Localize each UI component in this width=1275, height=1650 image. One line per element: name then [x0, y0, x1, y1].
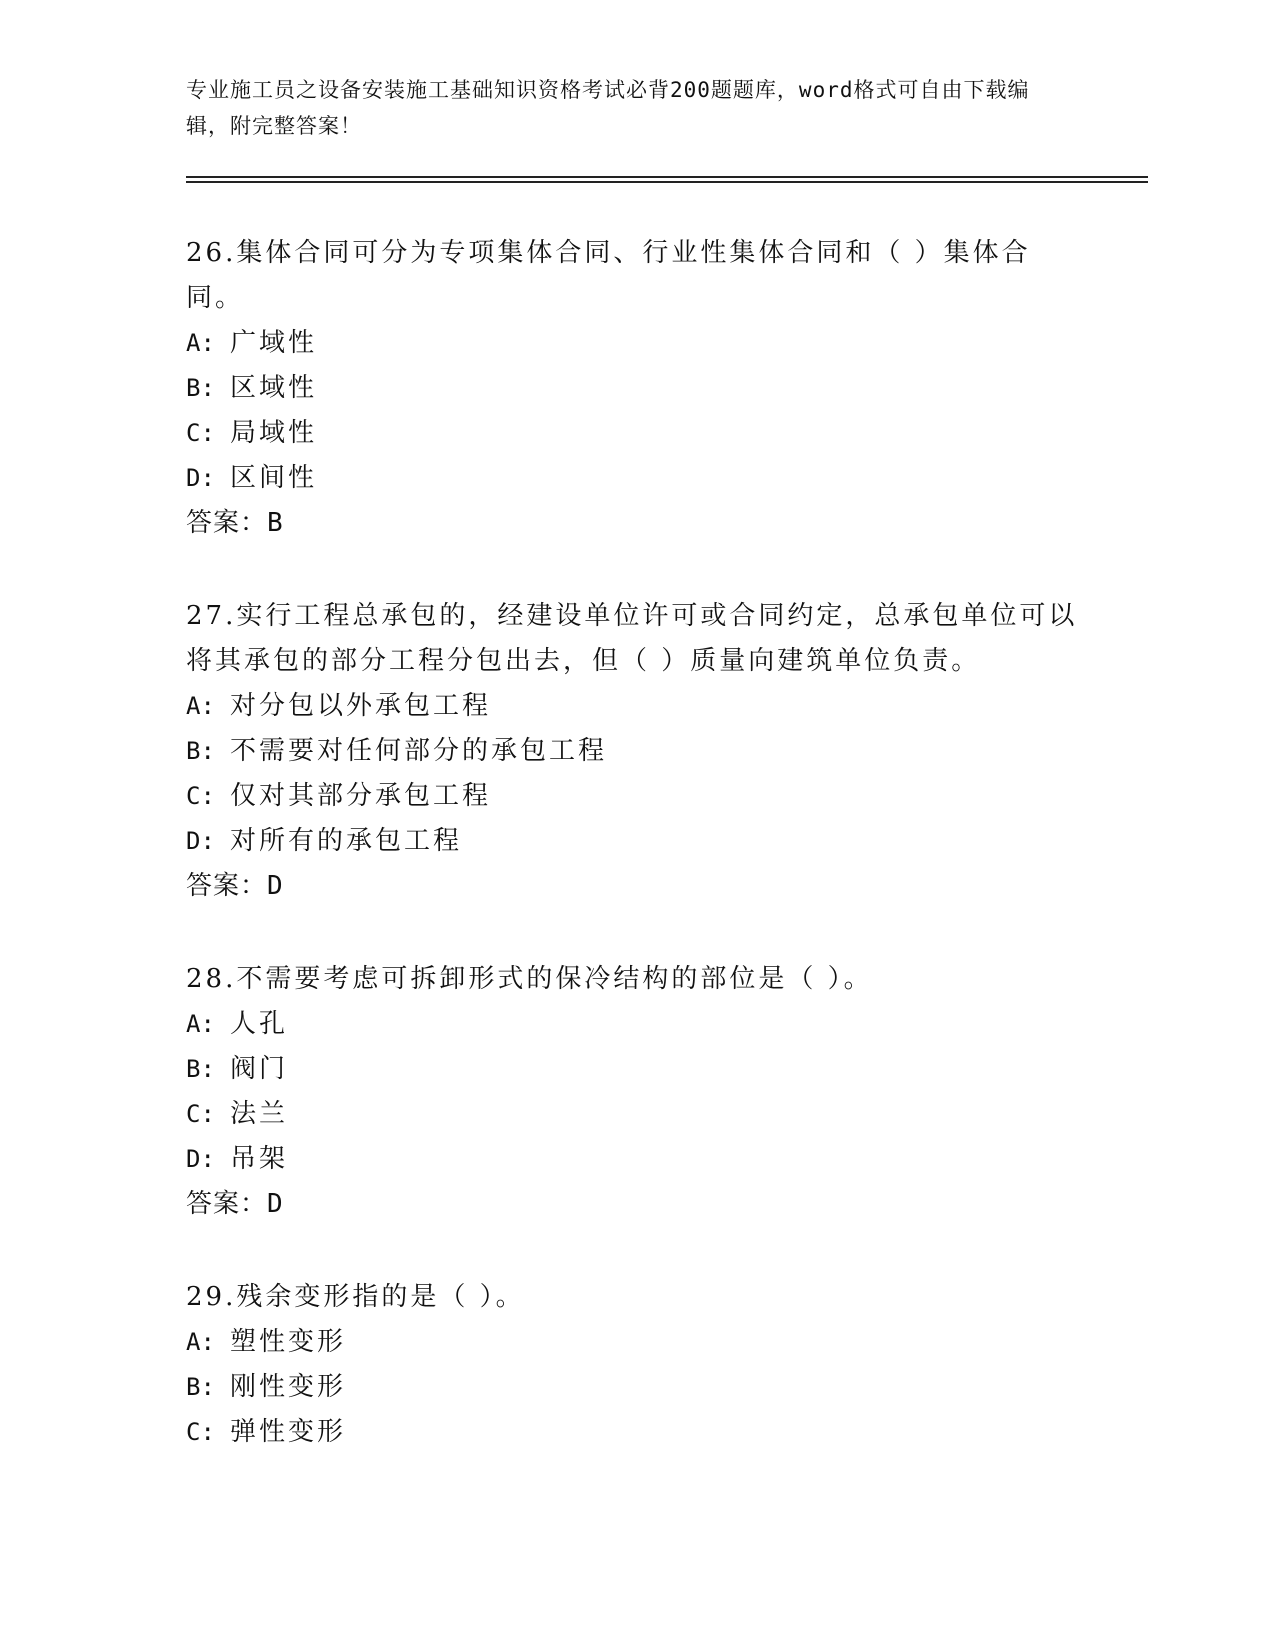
option-letter: D: [186, 827, 215, 855]
question-text: 29.残余变形指的是（ ）。 [186, 1282, 525, 1312]
option-text: 刚性变形 [230, 1372, 347, 1402]
header-divider-top [186, 176, 1148, 178]
option-text: 吊架 [230, 1144, 289, 1174]
option-text: 弹性变形 [230, 1417, 347, 1447]
option-c [186, 1410, 1086, 1455]
option-text: 人孔 [230, 1009, 289, 1039]
question-list [186, 231, 1086, 1503]
option-letter: D: [186, 1145, 215, 1173]
option-letter: C: [186, 419, 215, 447]
option-letter: A: [186, 329, 215, 357]
option-a [186, 1320, 1086, 1365]
option-letter: A: [186, 1328, 215, 1356]
option-c [186, 774, 1086, 819]
answer-value: D [267, 1189, 284, 1219]
answer-value: B [267, 508, 284, 538]
option-text: 对所有的承包工程 [230, 826, 463, 856]
question-29 [186, 1275, 1086, 1455]
option-letter: A: [186, 1010, 215, 1038]
option-b [186, 1047, 1086, 1092]
option-text: 法兰 [230, 1099, 289, 1129]
option-text: 对分包以外承包工程 [230, 691, 492, 721]
question-text: 27.实行工程总承包的，经建设单位许可或合同约定，总承包单位可以将其承包的部分工程分包出去，但（ ）质量向建筑单位负责。 [186, 601, 1078, 676]
option-letter: B: [186, 737, 215, 765]
option-d [186, 456, 1086, 501]
question-27 [186, 594, 1086, 909]
option-c [186, 411, 1086, 456]
option-letter: B: [186, 1373, 215, 1401]
option-text: 广域性 [230, 328, 318, 358]
page-header: 专业施工员之设备安装施工基础知识资格考试必背200题题库，word格式可自由下载编辑，附完整答案！ [186, 78, 1030, 138]
option-b [186, 366, 1086, 411]
answer-label: 答案： [186, 1189, 268, 1219]
option-b [186, 729, 1086, 774]
option-text: 局域性 [230, 418, 318, 448]
option-a [186, 321, 1086, 366]
answer-label: 答案： [186, 508, 268, 538]
option-d [186, 1137, 1086, 1182]
header-divider-bottom [186, 181, 1148, 183]
option-letter: C: [186, 1418, 215, 1446]
answer-label: 答案： [186, 871, 268, 901]
option-text: 塑性变形 [230, 1327, 347, 1357]
answer-line [186, 501, 1086, 546]
option-letter: C: [186, 1100, 215, 1128]
option-letter: A: [186, 692, 215, 720]
option-letter: B: [186, 1055, 215, 1083]
option-text: 不需要对任何部分的承包工程 [230, 736, 608, 766]
question-text: 28.不需要考虑可拆卸形式的保冷结构的部位是（ ）。 [186, 964, 873, 994]
question-28 [186, 957, 1086, 1227]
option-text: 仅对其部分承包工程 [230, 781, 492, 811]
option-a [186, 684, 1086, 729]
option-c [186, 1092, 1086, 1137]
option-text: 区间性 [230, 463, 318, 493]
option-a [186, 1002, 1086, 1047]
answer-line [186, 1182, 1086, 1227]
option-d [186, 819, 1086, 864]
option-letter: D: [186, 464, 215, 492]
question-26 [186, 231, 1086, 546]
answer-line [186, 864, 1086, 909]
option-letter: B: [186, 374, 215, 402]
option-b [186, 1365, 1086, 1410]
option-text: 区域性 [230, 373, 318, 403]
option-text: 阀门 [230, 1054, 289, 1084]
answer-value: D [267, 871, 284, 901]
question-text: 26.集体合同可分为专项集体合同、行业性集体合同和（ ）集体合同。 [186, 238, 1031, 313]
option-letter: C: [186, 782, 215, 810]
